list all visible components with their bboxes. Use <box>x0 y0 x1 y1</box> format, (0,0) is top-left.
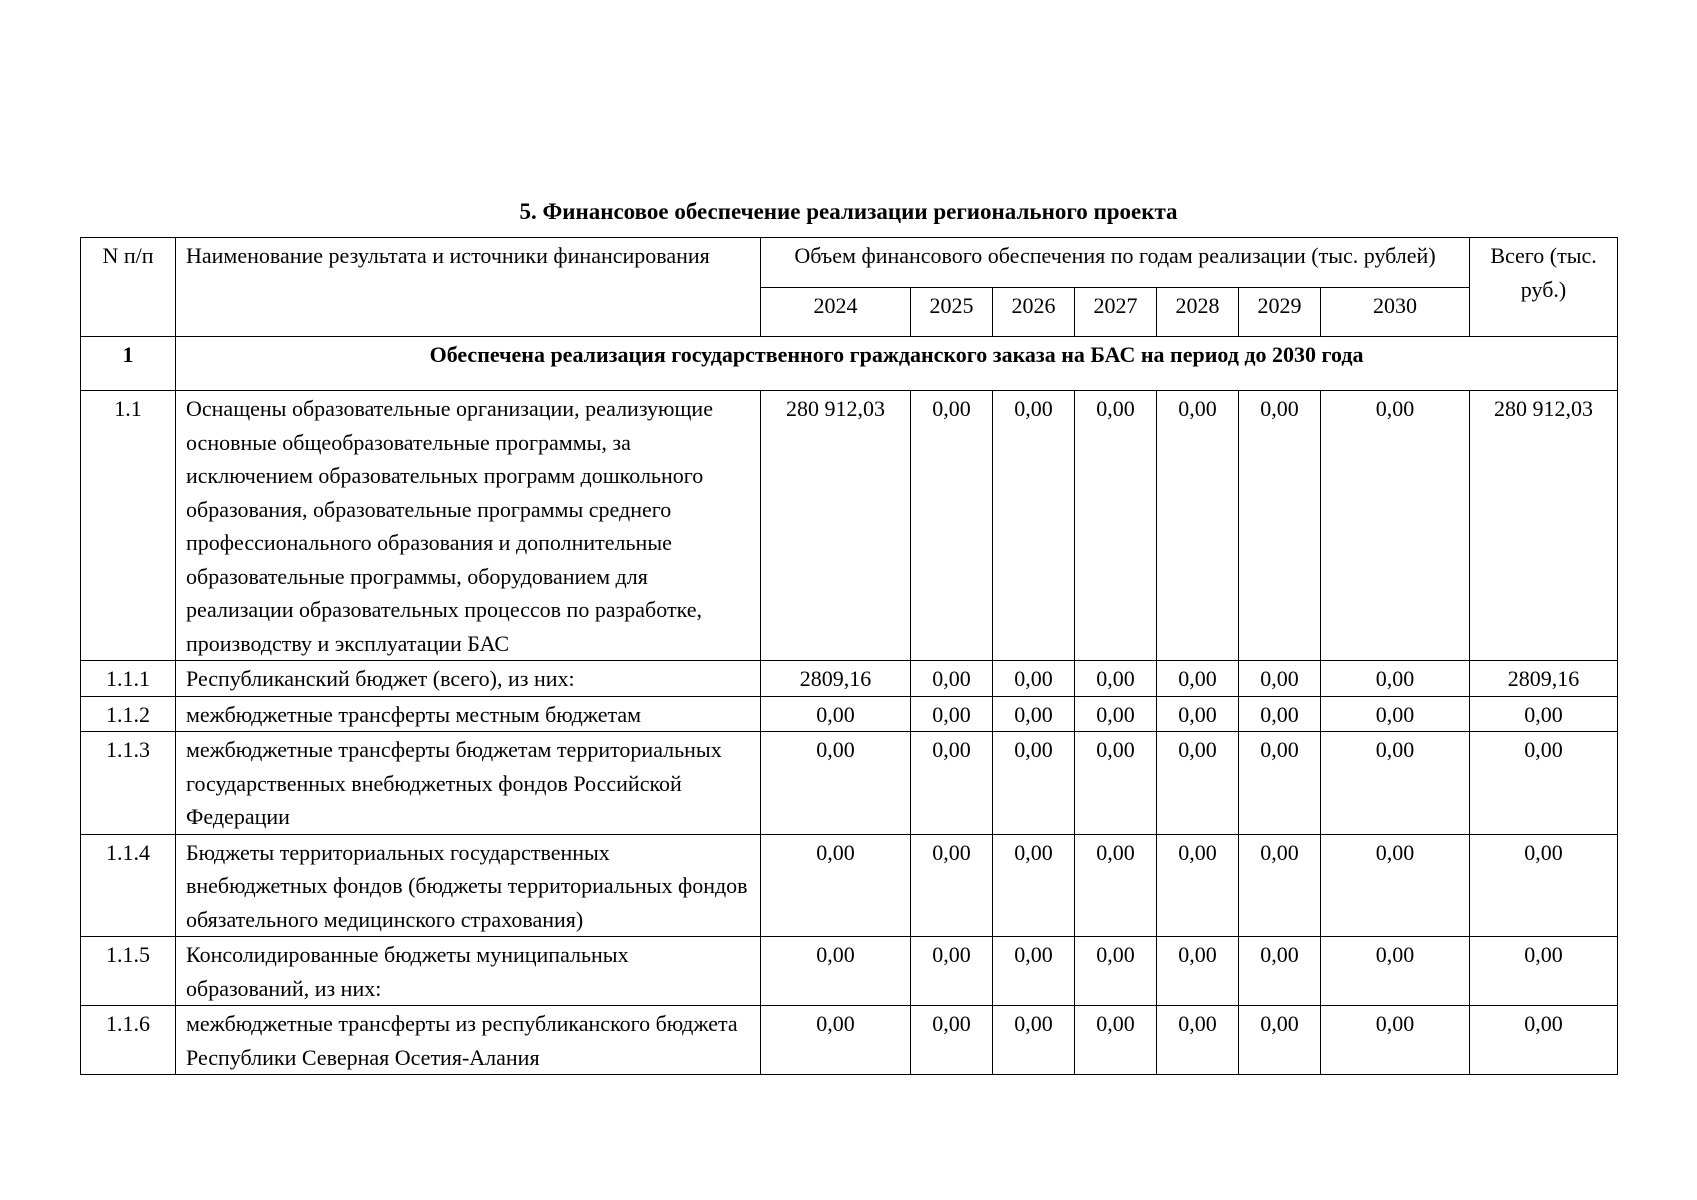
row-value-2027: 0,00 <box>1075 1006 1157 1075</box>
row-value-2024: 2809,16 <box>761 661 911 697</box>
row-value-2025: 0,00 <box>911 661 993 697</box>
header-year-2030: 2030 <box>1321 287 1470 337</box>
row-value-2028: 0,00 <box>1157 732 1239 835</box>
row-total: 280 912,03 <box>1470 391 1618 661</box>
row-value-2024: 0,00 <box>761 696 911 732</box>
row-total: 0,00 <box>1470 732 1618 835</box>
row-value-2030: 0,00 <box>1321 937 1470 1006</box>
row-value-2029: 0,00 <box>1239 696 1321 732</box>
row-name: межбюджетные трансферты бюджетам территориальных государственных внебюджетных фондов Российской Федерации <box>176 732 761 835</box>
table-row <box>81 696 1618 732</box>
row-value-2025: 0,00 <box>911 937 993 1006</box>
table-row <box>81 391 1618 661</box>
header-year-2026: 2026 <box>993 287 1075 337</box>
header-name: Наименование результата и источники финансирования <box>176 238 761 337</box>
row-num: 1.1.3 <box>81 732 176 835</box>
row-value-2024: 280 912,03 <box>761 391 911 661</box>
section-title: Обеспечена реализация государственного гражданского заказа на БАС на период до 2030 года <box>176 337 1618 391</box>
financing-table <box>80 237 1618 1075</box>
header-year-2028: 2028 <box>1157 287 1239 337</box>
row-name: межбюджетные трансферты из республиканского бюджета Республики Северная Осетия-Алания <box>176 1006 761 1075</box>
table-row <box>81 937 1618 1006</box>
row-value-2028: 0,00 <box>1157 937 1239 1006</box>
row-num: 1.1.1 <box>81 661 176 697</box>
row-value-2026: 0,00 <box>993 1006 1075 1075</box>
row-name: Республиканский бюджет (всего), из них: <box>176 661 761 697</box>
row-num: 1.1 <box>81 391 176 661</box>
row-value-2028: 0,00 <box>1157 834 1239 937</box>
row-value-2027: 0,00 <box>1075 834 1157 937</box>
table-row <box>81 732 1618 835</box>
table-row <box>81 834 1618 937</box>
row-value-2025: 0,00 <box>911 834 993 937</box>
row-value-2029: 0,00 <box>1239 391 1321 661</box>
row-value-2026: 0,00 <box>993 732 1075 835</box>
header-total: Всего (тыс. руб.) <box>1470 238 1618 337</box>
row-total: 0,00 <box>1470 937 1618 1006</box>
row-num: 1.1.6 <box>81 1006 176 1075</box>
section-num: 1 <box>81 337 176 391</box>
header-num: N п/п <box>81 238 176 337</box>
header-year-2024: 2024 <box>761 287 911 337</box>
row-total: 2809,16 <box>1470 661 1618 697</box>
header-year-2029: 2029 <box>1239 287 1321 337</box>
row-value-2028: 0,00 <box>1157 391 1239 661</box>
row-name: Оснащены образовательные организации, реализующие основные общеобразовательные программы, за исключением образовательных программ дошкольного образования, образовательные программы среднего профессионального образования и дополнительные образовательные программы, оборудованием для реализации образовательных процессов по разработке, производству и эксплуатации БАС <box>176 391 761 661</box>
row-value-2027: 0,00 <box>1075 696 1157 732</box>
table-row <box>81 661 1618 697</box>
row-value-2025: 0,00 <box>911 1006 993 1075</box>
row-value-2024: 0,00 <box>761 1006 911 1075</box>
row-value-2028: 0,00 <box>1157 696 1239 732</box>
row-value-2024: 0,00 <box>761 732 911 835</box>
header-year-2025: 2025 <box>911 287 993 337</box>
row-value-2029: 0,00 <box>1239 834 1321 937</box>
row-name: Консолидированные бюджеты муниципальных образований, из них: <box>176 937 761 1006</box>
row-total: 0,00 <box>1470 696 1618 732</box>
row-num: 1.1.5 <box>81 937 176 1006</box>
row-value-2029: 0,00 <box>1239 1006 1321 1075</box>
row-value-2029: 0,00 <box>1239 732 1321 835</box>
row-value-2026: 0,00 <box>993 661 1075 697</box>
row-value-2025: 0,00 <box>911 696 993 732</box>
row-total: 0,00 <box>1470 834 1618 937</box>
row-value-2027: 0,00 <box>1075 391 1157 661</box>
row-num: 1.1.2 <box>81 696 176 732</box>
row-value-2029: 0,00 <box>1239 661 1321 697</box>
header-year-2027: 2027 <box>1075 287 1157 337</box>
row-value-2027: 0,00 <box>1075 732 1157 835</box>
row-name: Бюджеты территориальных государственных внебюджетных фондов (бюджеты территориальных фондов обязательного медицинского страхования) <box>176 834 761 937</box>
page-title: 5. Финансовое обеспечение реализации регионального проекта <box>519 199 1178 224</box>
row-value-2030: 0,00 <box>1321 391 1470 661</box>
row-value-2026: 0,00 <box>993 696 1075 732</box>
row-value-2027: 0,00 <box>1075 661 1157 697</box>
row-value-2025: 0,00 <box>911 391 993 661</box>
row-value-2026: 0,00 <box>993 391 1075 661</box>
row-value-2030: 0,00 <box>1321 696 1470 732</box>
header-volume: Объем финансового обеспечения по годам реализации (тыс. рублей) <box>761 238 1470 288</box>
row-value-2030: 0,00 <box>1321 661 1470 697</box>
row-value-2028: 0,00 <box>1157 661 1239 697</box>
row-value-2026: 0,00 <box>993 834 1075 937</box>
row-num: 1.1.4 <box>81 834 176 937</box>
section-row <box>81 337 1618 391</box>
row-value-2029: 0,00 <box>1239 937 1321 1006</box>
row-value-2028: 0,00 <box>1157 1006 1239 1075</box>
table-body <box>81 238 1618 1075</box>
row-value-2026: 0,00 <box>993 937 1075 1006</box>
row-value-2024: 0,00 <box>761 834 911 937</box>
row-value-2030: 0,00 <box>1321 1006 1470 1075</box>
row-total: 0,00 <box>1470 1006 1618 1075</box>
header-row <box>81 238 1618 288</box>
row-value-2027: 0,00 <box>1075 937 1157 1006</box>
table-row <box>81 1006 1618 1075</box>
row-value-2025: 0,00 <box>911 732 993 835</box>
row-name: межбюджетные трансферты местным бюджетам <box>176 696 761 732</box>
row-value-2030: 0,00 <box>1321 834 1470 937</box>
row-value-2024: 0,00 <box>761 937 911 1006</box>
row-value-2030: 0,00 <box>1321 732 1470 835</box>
